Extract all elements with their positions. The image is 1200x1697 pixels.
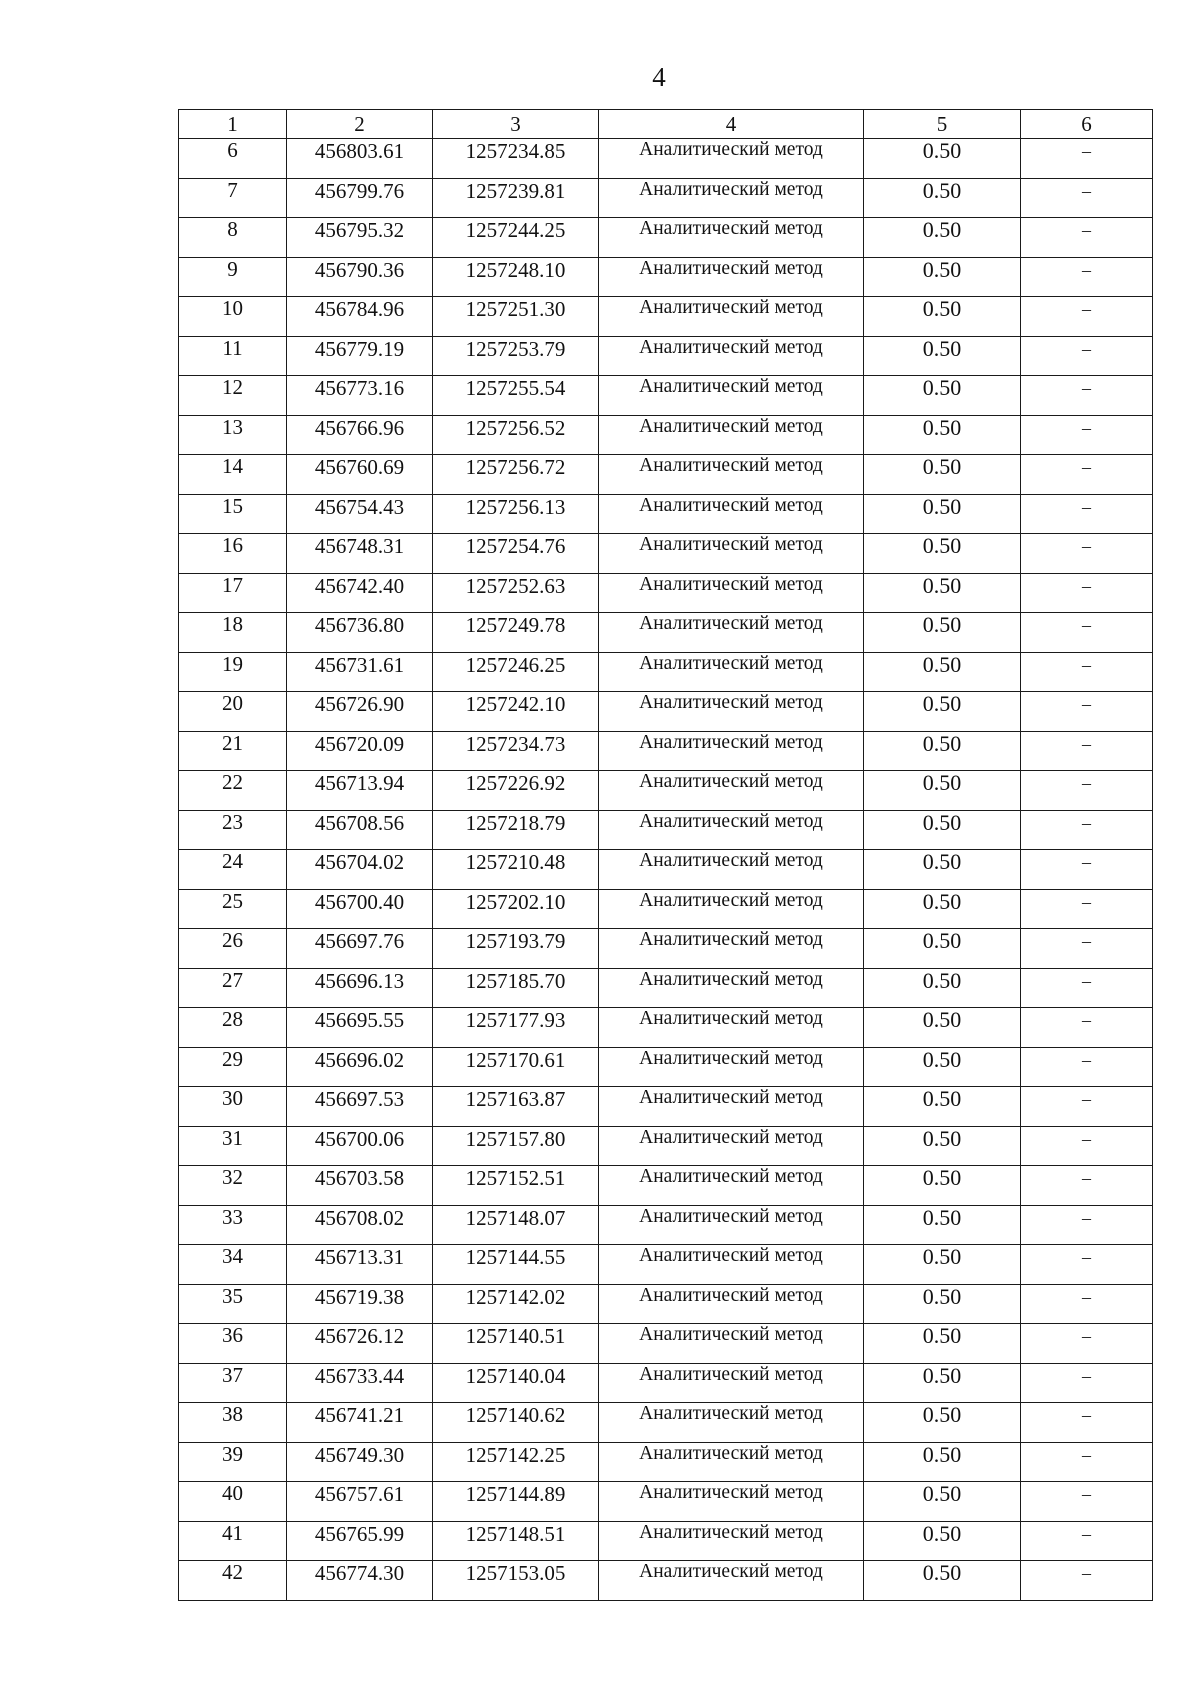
x-coordinate-cell: 456760.69 [287,455,433,495]
note-cell: – [1021,1047,1153,1087]
note-cell: – [1021,889,1153,929]
accuracy-cell: 0.50 [864,534,1021,574]
table-row [179,1324,1153,1364]
note-cell: – [1021,968,1153,1008]
table-row [179,218,1153,258]
x-coordinate-cell: 456757.61 [287,1482,433,1522]
method-cell: Аналитический метод [599,218,864,258]
note-cell: – [1021,810,1153,850]
accuracy-cell: 0.50 [864,1521,1021,1561]
y-coordinate-cell: 1257148.07 [433,1205,599,1245]
note-cell: – [1021,1324,1153,1364]
note-cell: – [1021,297,1153,337]
accuracy-cell: 0.50 [864,1126,1021,1166]
point-number-cell: 26 [179,929,287,969]
method-cell: Аналитический метод [599,850,864,890]
note-cell: – [1021,1561,1153,1601]
accuracy-cell: 0.50 [864,573,1021,613]
x-coordinate-cell: 456700.06 [287,1126,433,1166]
note-cell: – [1021,692,1153,732]
note-cell: – [1021,218,1153,258]
method-cell: Аналитический метод [599,771,864,811]
table-body [179,139,1153,1601]
y-coordinate-cell: 1257140.62 [433,1403,599,1443]
y-coordinate-cell: 1257144.55 [433,1245,599,1285]
method-cell: Аналитический метод [599,1166,864,1206]
accuracy-cell: 0.50 [864,455,1021,495]
accuracy-cell: 0.50 [864,1284,1021,1324]
note-cell: – [1021,534,1153,574]
header-col-5: 5 [864,110,1021,139]
point-number-cell: 7 [179,178,287,218]
table-row [179,652,1153,692]
y-coordinate-cell: 1257202.10 [433,889,599,929]
table-row [179,1047,1153,1087]
x-coordinate-cell: 456700.40 [287,889,433,929]
point-number-cell: 13 [179,415,287,455]
note-cell: – [1021,415,1153,455]
method-cell: Аналитический метод [599,139,864,179]
x-coordinate-cell: 456779.19 [287,336,433,376]
x-coordinate-cell: 456741.21 [287,1403,433,1443]
table-row [179,1126,1153,1166]
accuracy-cell: 0.50 [864,889,1021,929]
point-number-cell: 25 [179,889,287,929]
y-coordinate-cell: 1257226.92 [433,771,599,811]
note-cell: – [1021,1521,1153,1561]
y-coordinate-cell: 1257153.05 [433,1561,599,1601]
y-coordinate-cell: 1257210.48 [433,850,599,890]
x-coordinate-cell: 456799.76 [287,178,433,218]
accuracy-cell: 0.50 [864,810,1021,850]
y-coordinate-cell: 1257148.51 [433,1521,599,1561]
note-cell: – [1021,1008,1153,1048]
method-cell: Аналитический метод [599,178,864,218]
header-col-6: 6 [1021,110,1153,139]
table-row [179,178,1153,218]
accuracy-cell: 0.50 [864,1403,1021,1443]
table-row [179,1087,1153,1127]
header-col-2: 2 [287,110,433,139]
accuracy-cell: 0.50 [864,1482,1021,1522]
accuracy-cell: 0.50 [864,257,1021,297]
accuracy-cell: 0.50 [864,494,1021,534]
y-coordinate-cell: 1257157.80 [433,1126,599,1166]
note-cell: – [1021,1363,1153,1403]
accuracy-cell: 0.50 [864,1047,1021,1087]
y-coordinate-cell: 1257253.79 [433,336,599,376]
method-cell: Аналитический метод [599,1047,864,1087]
header-col-4: 4 [599,110,864,139]
point-number-cell: 15 [179,494,287,534]
y-coordinate-cell: 1257249.78 [433,613,599,653]
point-number-cell: 19 [179,652,287,692]
table-row [179,1442,1153,1482]
x-coordinate-cell: 456742.40 [287,573,433,613]
point-number-cell: 36 [179,1324,287,1364]
y-coordinate-cell: 1257239.81 [433,178,599,218]
point-number-cell: 28 [179,1008,287,1048]
method-cell: Аналитический метод [599,692,864,732]
accuracy-cell: 0.50 [864,692,1021,732]
x-coordinate-cell: 456708.56 [287,810,433,850]
method-cell: Аналитический метод [599,1008,864,1048]
x-coordinate-cell: 456748.31 [287,534,433,574]
table-row [179,929,1153,969]
table-row [179,573,1153,613]
table-row [179,1521,1153,1561]
method-cell: Аналитический метод [599,257,864,297]
note-cell: – [1021,850,1153,890]
method-cell: Аналитический метод [599,494,864,534]
point-number-cell: 11 [179,336,287,376]
point-number-cell: 29 [179,1047,287,1087]
method-cell: Аналитический метод [599,1482,864,1522]
method-cell: Аналитический метод [599,573,864,613]
point-number-cell: 12 [179,376,287,416]
y-coordinate-cell: 1257256.52 [433,415,599,455]
note-cell: – [1021,139,1153,179]
header-col-3: 3 [433,110,599,139]
x-coordinate-cell: 456733.44 [287,1363,433,1403]
point-number-cell: 24 [179,850,287,890]
y-coordinate-cell: 1257255.54 [433,376,599,416]
accuracy-cell: 0.50 [864,1324,1021,1364]
point-number-cell: 34 [179,1245,287,1285]
y-coordinate-cell: 1257246.25 [433,652,599,692]
point-number-cell: 33 [179,1205,287,1245]
note-cell: – [1021,494,1153,534]
table-row [179,1482,1153,1522]
method-cell: Аналитический метод [599,889,864,929]
x-coordinate-cell: 456720.09 [287,731,433,771]
table-row [179,850,1153,890]
y-coordinate-cell: 1257251.30 [433,297,599,337]
point-number-cell: 21 [179,731,287,771]
accuracy-cell: 0.50 [864,850,1021,890]
accuracy-cell: 0.50 [864,1561,1021,1601]
x-coordinate-cell: 456726.90 [287,692,433,732]
note-cell: – [1021,257,1153,297]
x-coordinate-cell: 456696.02 [287,1047,433,1087]
y-coordinate-cell: 1257185.70 [433,968,599,1008]
header-row [179,110,1153,139]
point-number-cell: 27 [179,968,287,1008]
x-coordinate-cell: 456749.30 [287,1442,433,1482]
accuracy-cell: 0.50 [864,218,1021,258]
table-row [179,257,1153,297]
point-number-cell: 40 [179,1482,287,1522]
y-coordinate-cell: 1257163.87 [433,1087,599,1127]
x-coordinate-cell: 456766.96 [287,415,433,455]
table-row [179,1363,1153,1403]
note-cell: – [1021,376,1153,416]
point-number-cell: 20 [179,692,287,732]
method-cell: Аналитический метод [599,810,864,850]
note-cell: – [1021,1166,1153,1206]
y-coordinate-cell: 1257152.51 [433,1166,599,1206]
x-coordinate-cell: 456795.32 [287,218,433,258]
accuracy-cell: 0.50 [864,139,1021,179]
y-coordinate-cell: 1257256.13 [433,494,599,534]
method-cell: Аналитический метод [599,1561,864,1601]
y-coordinate-cell: 1257248.10 [433,257,599,297]
table-row [179,1245,1153,1285]
note-cell: – [1021,1245,1153,1285]
x-coordinate-cell: 456708.02 [287,1205,433,1245]
note-cell: – [1021,613,1153,653]
note-cell: – [1021,1284,1153,1324]
y-coordinate-cell: 1257142.25 [433,1442,599,1482]
accuracy-cell: 0.50 [864,1205,1021,1245]
y-coordinate-cell: 1257242.10 [433,692,599,732]
x-coordinate-cell: 456703.58 [287,1166,433,1206]
table-row [179,494,1153,534]
point-number-cell: 31 [179,1126,287,1166]
note-cell: – [1021,771,1153,811]
method-cell: Аналитический метод [599,1442,864,1482]
accuracy-cell: 0.50 [864,1166,1021,1206]
note-cell: – [1021,1205,1153,1245]
method-cell: Аналитический метод [599,968,864,1008]
method-cell: Аналитический метод [599,929,864,969]
table-row [179,731,1153,771]
accuracy-cell: 0.50 [864,297,1021,337]
point-number-cell: 6 [179,139,287,179]
y-coordinate-cell: 1257256.72 [433,455,599,495]
y-coordinate-cell: 1257170.61 [433,1047,599,1087]
point-number-cell: 30 [179,1087,287,1127]
method-cell: Аналитический метод [599,376,864,416]
point-number-cell: 16 [179,534,287,574]
note-cell: – [1021,336,1153,376]
point-number-cell: 38 [179,1403,287,1443]
y-coordinate-cell: 1257244.25 [433,218,599,258]
method-cell: Аналитический метод [599,1324,864,1364]
point-number-cell: 23 [179,810,287,850]
table-row [179,810,1153,850]
y-coordinate-cell: 1257144.89 [433,1482,599,1522]
table-row [179,534,1153,574]
y-coordinate-cell: 1257140.51 [433,1324,599,1364]
accuracy-cell: 0.50 [864,1363,1021,1403]
method-cell: Аналитический метод [599,1205,864,1245]
point-number-cell: 37 [179,1363,287,1403]
accuracy-cell: 0.50 [864,731,1021,771]
header-col-1: 1 [179,110,287,139]
y-coordinate-cell: 1257254.76 [433,534,599,574]
accuracy-cell: 0.50 [864,336,1021,376]
table-row [179,139,1153,179]
table-row [179,1205,1153,1245]
x-coordinate-cell: 456704.02 [287,850,433,890]
point-number-cell: 39 [179,1442,287,1482]
point-number-cell: 42 [179,1561,287,1601]
note-cell: – [1021,178,1153,218]
x-coordinate-cell: 456726.12 [287,1324,433,1364]
method-cell: Аналитический метод [599,1284,864,1324]
x-coordinate-cell: 456695.55 [287,1008,433,1048]
x-coordinate-cell: 456697.53 [287,1087,433,1127]
accuracy-cell: 0.50 [864,1087,1021,1127]
x-coordinate-cell: 456736.80 [287,613,433,653]
x-coordinate-cell: 456713.31 [287,1245,433,1285]
table-row [179,415,1153,455]
x-coordinate-cell: 456696.13 [287,968,433,1008]
method-cell: Аналитический метод [599,297,864,337]
y-coordinate-cell: 1257142.02 [433,1284,599,1324]
x-coordinate-cell: 456765.99 [287,1521,433,1561]
accuracy-cell: 0.50 [864,178,1021,218]
accuracy-cell: 0.50 [864,376,1021,416]
note-cell: – [1021,652,1153,692]
accuracy-cell: 0.50 [864,1008,1021,1048]
point-number-cell: 10 [179,297,287,337]
x-coordinate-cell: 456731.61 [287,652,433,692]
y-coordinate-cell: 1257252.63 [433,573,599,613]
table-header [179,110,1153,139]
method-cell: Аналитический метод [599,1403,864,1443]
table-row [179,692,1153,732]
point-number-cell: 18 [179,613,287,653]
table-row [179,376,1153,416]
x-coordinate-cell: 456774.30 [287,1561,433,1601]
accuracy-cell: 0.50 [864,1245,1021,1285]
method-cell: Аналитический метод [599,613,864,653]
point-number-cell: 35 [179,1284,287,1324]
x-coordinate-cell: 456713.94 [287,771,433,811]
y-coordinate-cell: 1257193.79 [433,929,599,969]
accuracy-cell: 0.50 [864,415,1021,455]
accuracy-cell: 0.50 [864,1442,1021,1482]
method-cell: Аналитический метод [599,731,864,771]
page-number: 4 [652,62,666,92]
note-cell: – [1021,573,1153,613]
x-coordinate-cell: 456790.36 [287,257,433,297]
note-cell: – [1021,1403,1153,1443]
y-coordinate-cell: 1257177.93 [433,1008,599,1048]
accuracy-cell: 0.50 [864,771,1021,811]
y-coordinate-cell: 1257140.04 [433,1363,599,1403]
accuracy-cell: 0.50 [864,929,1021,969]
y-coordinate-cell: 1257234.73 [433,731,599,771]
method-cell: Аналитический метод [599,652,864,692]
note-cell: – [1021,1126,1153,1166]
y-coordinate-cell: 1257234.85 [433,139,599,179]
coordinates-table [178,109,1153,1601]
table-row [179,889,1153,929]
accuracy-cell: 0.50 [864,968,1021,1008]
note-cell: – [1021,1087,1153,1127]
table-row [179,1284,1153,1324]
x-coordinate-cell: 456697.76 [287,929,433,969]
table-row [179,968,1153,1008]
method-cell: Аналитический метод [599,534,864,574]
table-row [179,297,1153,337]
table-row [179,1166,1153,1206]
accuracy-cell: 0.50 [864,613,1021,653]
point-number-cell: 41 [179,1521,287,1561]
method-cell: Аналитический метод [599,1245,864,1285]
x-coordinate-cell: 456773.16 [287,376,433,416]
point-number-cell: 14 [179,455,287,495]
y-coordinate-cell: 1257218.79 [433,810,599,850]
table-row [179,1403,1153,1443]
point-number-cell: 9 [179,257,287,297]
note-cell: – [1021,929,1153,969]
point-number-cell: 22 [179,771,287,811]
table-row [179,771,1153,811]
table-row [179,1561,1153,1601]
table-row [179,613,1153,653]
x-coordinate-cell: 456803.61 [287,139,433,179]
method-cell: Аналитический метод [599,1363,864,1403]
point-number-cell: 8 [179,218,287,258]
method-cell: Аналитический метод [599,1521,864,1561]
x-coordinate-cell: 456784.96 [287,297,433,337]
method-cell: Аналитический метод [599,336,864,376]
note-cell: – [1021,731,1153,771]
method-cell: Аналитический метод [599,455,864,495]
method-cell: Аналитический метод [599,415,864,455]
accuracy-cell: 0.50 [864,652,1021,692]
note-cell: – [1021,1482,1153,1522]
table-row [179,1008,1153,1048]
method-cell: Аналитический метод [599,1126,864,1166]
point-number-cell: 32 [179,1166,287,1206]
x-coordinate-cell: 456719.38 [287,1284,433,1324]
table-row [179,455,1153,495]
point-number-cell: 17 [179,573,287,613]
note-cell: – [1021,1442,1153,1482]
note-cell: – [1021,455,1153,495]
method-cell: Аналитический метод [599,1087,864,1127]
table-row [179,336,1153,376]
x-coordinate-cell: 456754.43 [287,494,433,534]
